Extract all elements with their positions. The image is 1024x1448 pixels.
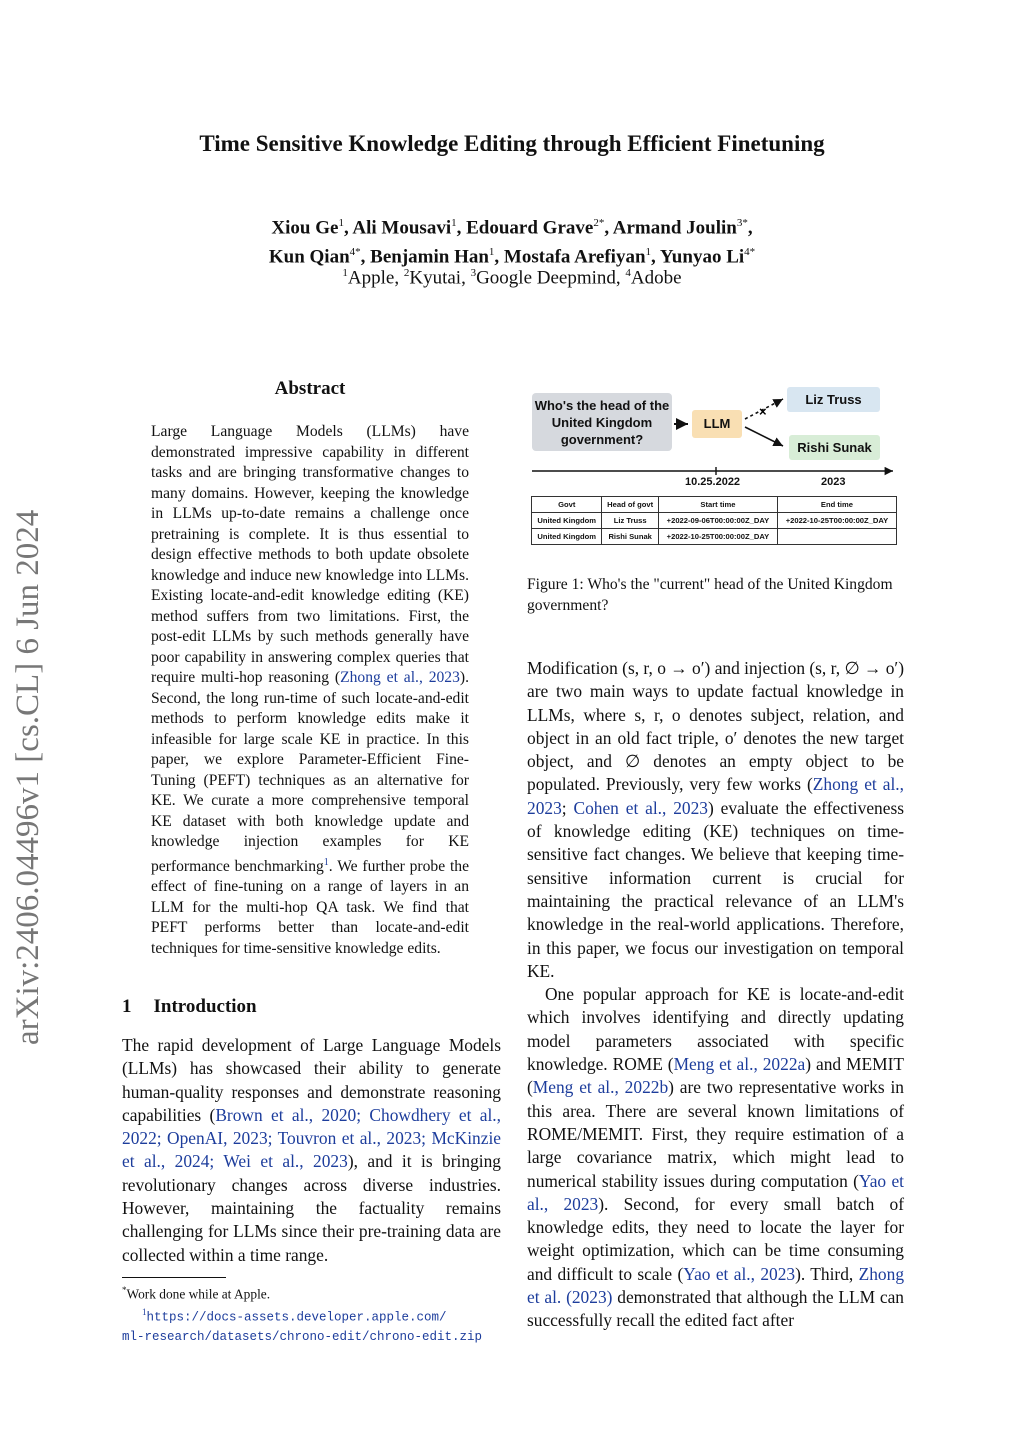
citation-link[interactable]: Yao et al., 2023	[527, 1170, 904, 1214]
old-answer-box: Liz Truss	[787, 387, 880, 412]
affiliation: Apple	[347, 267, 395, 289]
right-column-text	[527, 657, 904, 1333]
author-name: Mostafa Arefiyan	[503, 246, 646, 268]
citation-link[interactable]: Zhong et al. (2023)	[527, 1263, 905, 1308]
table-header: Govt	[532, 497, 602, 513]
svg-text:×: ×	[759, 404, 767, 419]
citation-link[interactable]: Zhong et al., 2023	[340, 669, 460, 686]
table-row: United Kingdom Rishi Sunak +2022-10-25T00:00:00Z_DAY	[532, 529, 897, 545]
footnote-divider	[122, 1277, 226, 1278]
author-name: Ali Mousavi	[352, 217, 452, 239]
affiliation: Google Deepmind	[476, 267, 616, 289]
footnote-url[interactable]: ml-research/datasets/chrono-edit/chrono-edit.zip	[122, 1329, 483, 1344]
fact-table	[531, 496, 897, 545]
arxiv-stamp: arXiv:2406.04496v1 [cs.CL] 6 Jun 2024	[10, 509, 46, 1045]
figure-caption: Figure 1: Who's the "current" head of the United Kingdom government?	[527, 576, 893, 614]
table-header: End time	[777, 497, 896, 513]
timeline-year: 2023	[821, 476, 846, 488]
footnote-ref[interactable]: 1	[323, 856, 329, 868]
question-box: Who's the head of the United Kingdom government?	[532, 393, 672, 451]
affiliation: Kyutai	[409, 267, 462, 289]
llm-box: LLM	[692, 410, 742, 438]
citation-link[interactable]: Zhong et al., 2023	[527, 774, 904, 818]
abstract-body: Large Language Models (LLMs) have demonstrated impressive capability in different tasks and are bringing transformative changes to many domains. However, keeping the knowledge in LLMs up-to-date remains a challenge once pretraining is complete. It is thus essential to design effective methods to both update obsolete knowledge and induce new knowledge into LLMs. Existing locate-and-edit knowledge editing (KE) method suffers from two limitations. First, the post-edit LLMs by such methods generally have poor capability in answering complex queries that require multi-hop reasoning (Zhong et al., 2023). Second, the long run-time of such locate-and-edit methods to perform knowledge edits make it infeasible for large scale KE in practice. In this paper, we explore Parameter-Efficient Fine-Tuning (PEFT) techniques as an alternative for KE. We curate a more comprehensive temporal KE dataset with both knowledge update and knowledge injection examples for KE performance benchmarking$^1$. We further probe the effect of fine-tuning on a range of layers in an LLM for the multi-hop QA task. We find that PEFT performs better than locate-and-edit techniques for time-sensitive knowledge edits.	[151, 423, 469, 957]
paper-title: Time Sensitive Knowledge Editing through Efficient Finetuning	[199, 131, 825, 156]
footnotes: *Work done while at Apple. $^1$https://docs-assets.developer.apple.com/ ml-research/datasets/chrono-edit/chrono-edit.zip	[122, 1285, 483, 1344]
abstract-heading: Abstract	[274, 378, 346, 399]
author-name: Xiou Ge	[271, 217, 339, 239]
citation-link[interactable]: Brown et al., 2020; Chowdhery et al., 2022; OpenAI, 2023; Touvron et al., 2023; McKinzie et al., 2024; Wei et al., 2023	[122, 1104, 501, 1172]
citation-link[interactable]: Meng et al., 2022b	[532, 1077, 669, 1098]
affiliations: $^1$Apple, $^2$Kyutai, $^3$Google Deepmind, $^4$Adobe	[342, 267, 682, 289]
new-answer-box: Rishi Sunak	[789, 435, 880, 460]
figure-1	[527, 383, 907, 558]
citation-link[interactable]: Yao et al., 2023	[683, 1263, 796, 1284]
intro-paragraph: The rapid development of Large Language Models (LLMs) has showcased their ability to generate human-quality responses and demonstrate reasoning capabilities (Brown et al., 2020; Chowdhery et al., 2022; OpenAI, 2023; Touvron et al., 2023; McKinzie et al., 2024; Wei et al., 2023), and it is bringing revolutionary changes across diverse industries. However, maintaining the factuality remains challenging for LLMs since their pre-training data are collected within a time range.	[122, 1035, 501, 1265]
timeline-date: 10.25.2022	[685, 476, 741, 488]
section-heading: 1 Introduction	[122, 996, 257, 1017]
author-name: Kun Qian	[268, 246, 350, 268]
paragraph: Modification (s, r, o → o′) and injection (s, r, ∅ → o′) are two main ways to update factual knowledge in LLMs, where s, r, o denotes subject, relation, and object in an old fact triple, o′ denotes the new target object, and ∅ denotes an empty object to be populated. Previously, very few works (Zhong et al., 2023; Cohen et al., 2023) evaluate the effectiveness of knowledge editing (KE) techniques on time-sensitive fact changes. We believe that keeping time-sensitive information current is crucial for maintaining the practical relevance of an LLM's knowledge in the real-world applications. Therefore, in this paper, we focus our investigation on temporal KE.	[527, 658, 904, 981]
affiliation: Adobe	[630, 267, 682, 289]
author-list: Xiou Ge$^1$, Ali Mousavi$^1$, Edouard Grave$^{2*}$, Armand Joulin$^{3*}$, Kun Qian$^{4*}$, Benjamin Han$^1$, Mostafa Arefiyan$^1$, Yunyao $Li^{4*}$	[268, 217, 756, 268]
author-name: Yunyao Li	[659, 246, 745, 268]
citation-link[interactable]: Cohen et al., 2023	[573, 797, 709, 818]
author-name: Edouard Grave	[466, 217, 594, 239]
citation-link[interactable]: Meng et al., 2022a	[673, 1054, 806, 1075]
footnote-url[interactable]: https://docs-assets.developer.apple.com/	[146, 1310, 447, 1325]
paragraph: One popular approach for KE is locate-and-edit which involves identifying and directly updating model parameters associated with specific knowledge. ROME (Meng et al., 2022a) and MEMIT (Meng et al., 2022b) are two representative works in this area. There are several known limitations of ROME/MEMIT. First, they require estimation of a large covariance matrix, which might lead to numerical stability issues during computation (Yao et al., 2023). Second, for every small batch of knowledge edits, they need to locate the layer for weight optimization, which can be time consuming and difficult to scale (Yao et al., 2023). Third, Zhong et al. (2023) demonstrated that although the LLM can successfully recall the edited fact after	[527, 984, 905, 1331]
table-header: Head of govt	[602, 497, 658, 513]
table-row: United Kingdom Liz Truss +2022-09-06T00:00:00Z_DAY +2022-10-25T00:00:00Z_DAY	[532, 513, 897, 529]
table-header: Start time	[658, 497, 777, 513]
author-name: Benjamin Han	[370, 246, 489, 268]
author-name: Armand Joulin	[612, 217, 737, 239]
